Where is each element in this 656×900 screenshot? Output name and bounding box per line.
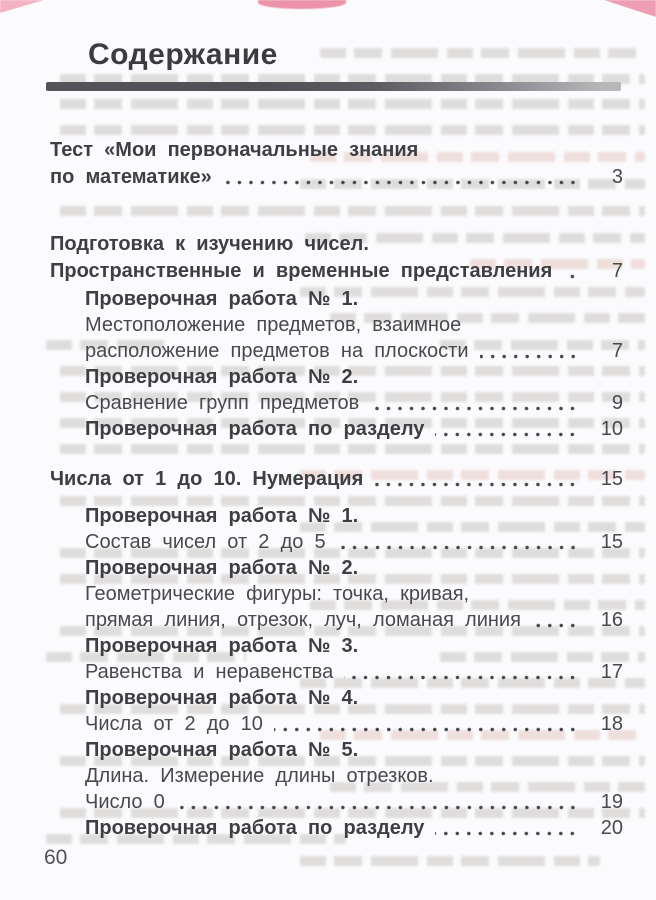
scan-edge-mark — [0, 0, 44, 13]
toc-line — [85, 738, 623, 762]
toc-line — [85, 764, 623, 788]
dot-leader — [337, 544, 582, 551]
toc-text: Сравнение групп предметов — [85, 392, 360, 414]
toc-line — [85, 287, 623, 311]
toc-line — [85, 712, 623, 736]
dot-leader — [370, 405, 582, 412]
toc-page-number: 7 — [611, 260, 623, 282]
toc-line — [85, 556, 623, 580]
dot-leader — [435, 830, 582, 837]
toc-text: Проверочная работа № 2. — [85, 366, 359, 388]
toc-text: Состав чисел от 2 до 5 — [85, 531, 326, 553]
toc-line — [85, 582, 623, 606]
bleed-through-line — [60, 444, 645, 454]
dot-leader — [374, 481, 582, 488]
toc-line — [85, 608, 623, 632]
title-rule-bar — [46, 82, 621, 91]
toc-line — [85, 417, 623, 441]
toc-text: Длина. Измерение длины отрезков. — [85, 765, 434, 787]
dot-leader — [532, 622, 582, 629]
toc-page-number: 17 — [600, 661, 623, 683]
dot-leader — [435, 431, 582, 438]
toc-text: Равенства и неравенства — [85, 661, 334, 683]
toc-page-number: 10 — [600, 418, 623, 440]
toc-text: Местоположение предметов, взаимное — [85, 314, 462, 336]
bleed-through-line — [60, 125, 645, 135]
toc-text: Проверочная работа № 5. — [85, 739, 359, 761]
toc-line — [85, 634, 623, 658]
toc-page-number: 15 — [600, 531, 623, 553]
toc-page-number: 18 — [600, 713, 623, 735]
dot-leader — [480, 353, 582, 360]
toc-line — [85, 790, 623, 814]
dot-leader — [176, 804, 582, 811]
toc-text: Геометрические фигуры: точка, кривая, — [85, 583, 470, 605]
toc-text: Числа от 1 до 10. Нумерация — [50, 468, 364, 490]
toc-page-number: 16 — [600, 609, 623, 631]
toc-line — [50, 165, 623, 189]
toc-page-number: 19 — [600, 791, 623, 813]
scan-edge-mark — [258, 0, 346, 9]
toc-text: Число 0 — [85, 791, 165, 813]
toc-text: Пространственные и временные представления — [50, 260, 553, 282]
toc-line — [85, 686, 623, 710]
toc-line — [85, 313, 623, 337]
toc-text: по математике» — [50, 166, 212, 188]
scan-edge-mark — [604, 0, 656, 17]
toc-line — [85, 504, 623, 528]
toc-text: расположение предметов на плоскости — [85, 340, 469, 362]
toc-text: прямая линия, отрезок, луч, ломаная линия — [85, 609, 521, 631]
toc-line — [50, 467, 623, 491]
toc-line — [50, 232, 623, 256]
toc-text: Числа от 2 до 10 — [85, 713, 263, 735]
toc-line — [85, 530, 623, 554]
dot-leader — [223, 179, 582, 186]
bleed-through-line — [60, 99, 645, 109]
toc-page-number: 3 — [611, 166, 623, 188]
toc-line — [85, 660, 623, 684]
toc-line — [50, 259, 623, 283]
toc-line — [85, 365, 623, 389]
toc-line — [85, 339, 623, 363]
dot-leader — [274, 726, 582, 733]
folio-page-number: 60 — [44, 846, 68, 869]
dot-leader — [344, 674, 582, 681]
bleed-through-line — [60, 206, 645, 216]
toc-line — [50, 138, 623, 162]
toc-page-number: 7 — [611, 340, 623, 362]
bleed-through-line — [320, 48, 640, 58]
toc-text: Проверочная работа № 4. — [85, 687, 359, 709]
toc-text: Проверочная работа № 3. — [85, 635, 359, 657]
toc-text: Проверочная работа № 2. — [85, 557, 359, 579]
toc-text: Проверочная работа № 1. — [85, 505, 359, 527]
toc-text: Проверочная работа по разделу — [85, 418, 425, 440]
toc-text: Тест «Мои первоначальные знания — [50, 139, 419, 161]
toc-text: Проверочная работа № 1. — [85, 288, 359, 310]
bleed-through-line — [300, 856, 600, 866]
toc-text: Подготовка к изучению чисел. — [50, 233, 369, 255]
toc-page-number: 9 — [611, 392, 623, 414]
toc-page-number: 15 — [600, 468, 623, 490]
page-title: Содержание — [88, 38, 278, 71]
toc-line — [85, 391, 623, 415]
dot-leader — [563, 273, 582, 280]
toc-page-number: 20 — [600, 817, 623, 839]
toc-text: Проверочная работа по разделу — [85, 817, 425, 839]
toc-line — [85, 816, 623, 840]
